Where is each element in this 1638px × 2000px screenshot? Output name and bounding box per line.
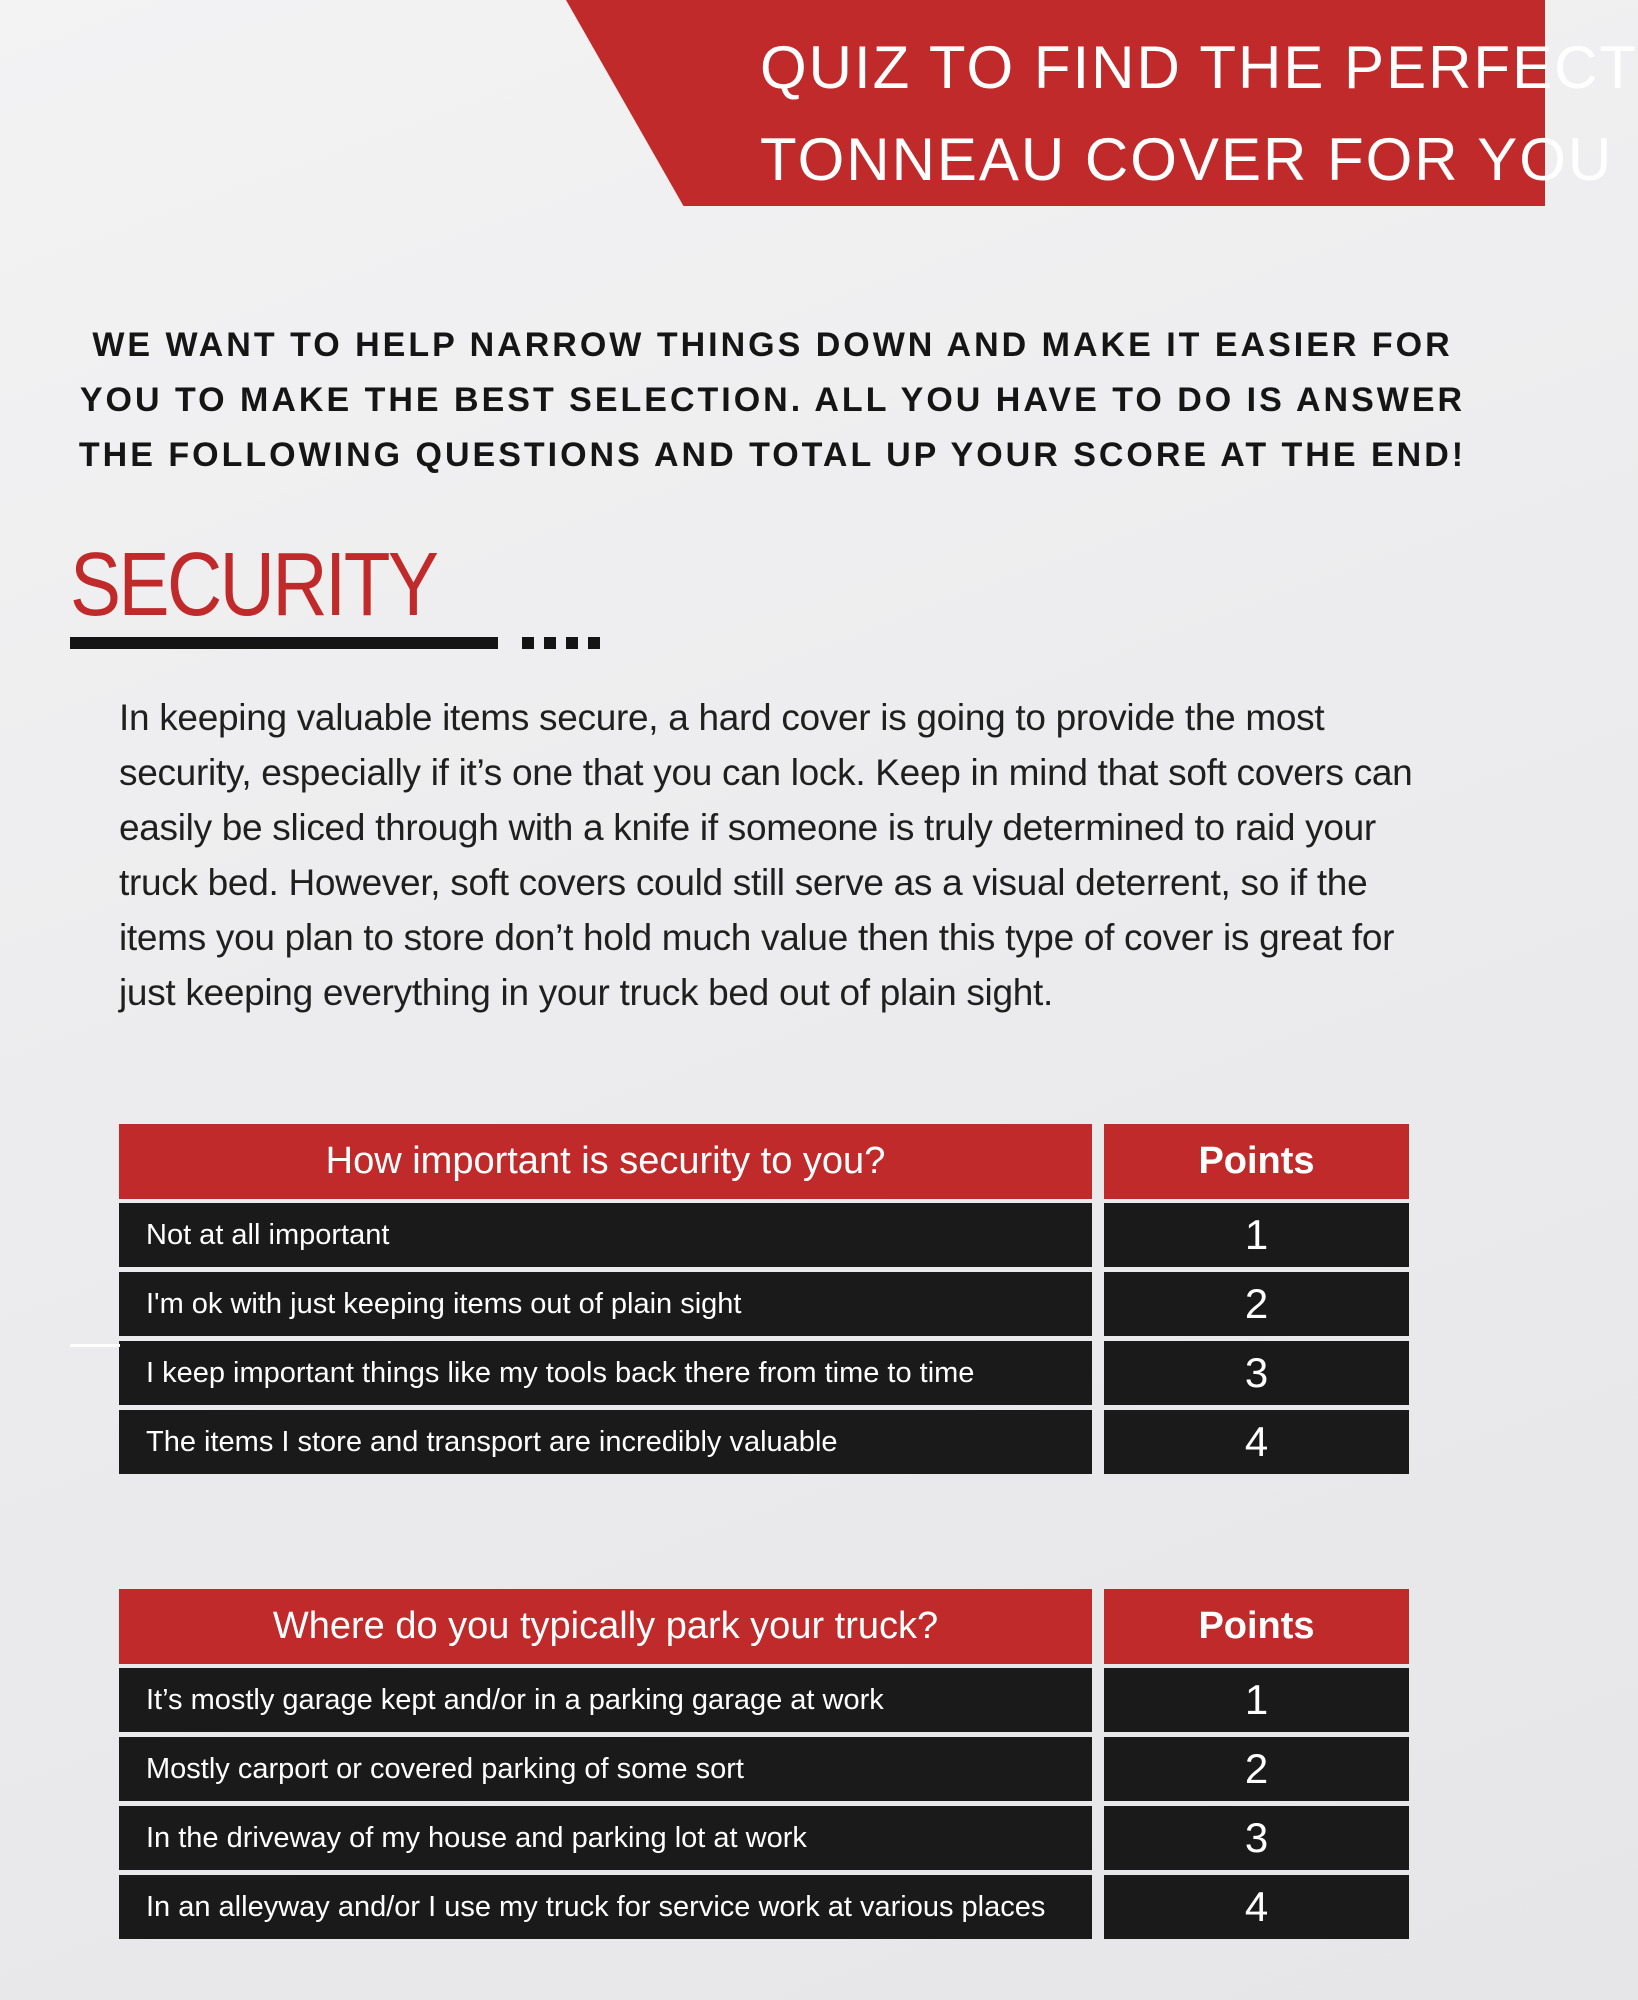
answer-row[interactable]	[119, 1203, 1409, 1267]
answer-label[interactable]: In the driveway of my house and parking lot at work	[119, 1806, 1092, 1870]
section-title: SECURITY	[70, 535, 437, 635]
answer-row[interactable]	[119, 1272, 1409, 1336]
answer-label[interactable]: I keep important things like my tools back there from time to time	[119, 1341, 1092, 1405]
answer-row[interactable]	[119, 1737, 1409, 1801]
answer-row[interactable]	[119, 1668, 1409, 1732]
page-title-line-1: QUIZ TO FIND THE PERFECT	[760, 34, 1638, 101]
page-title	[760, 22, 1638, 206]
answer-label[interactable]: I'm ok with just keeping items out of plain sight	[119, 1272, 1092, 1336]
dot	[566, 637, 578, 649]
points-header: Points	[1104, 1589, 1409, 1664]
section-underline	[70, 637, 498, 649]
quiz-question: Where do you typically park your truck?	[119, 1589, 1092, 1664]
answer-points: 4	[1104, 1875, 1409, 1939]
answer-row[interactable]	[119, 1410, 1409, 1474]
answer-row[interactable]	[119, 1806, 1409, 1870]
dot	[588, 637, 600, 649]
quiz-question: How important is security to you?	[119, 1124, 1092, 1199]
dot	[544, 637, 556, 649]
answer-label[interactable]: The items I store and transport are incredibly valuable	[119, 1410, 1092, 1474]
answer-label[interactable]: Mostly carport or covered parking of some sort	[119, 1737, 1092, 1801]
points-header: Points	[1104, 1124, 1409, 1199]
answer-points: 3	[1104, 1806, 1409, 1870]
section-dots-decoration	[522, 637, 600, 649]
answer-label[interactable]: In an alleyway and/or I use my truck for service work at various places	[119, 1875, 1092, 1939]
quiz-security-table	[119, 1124, 1409, 1484]
answer-points: 1	[1104, 1203, 1409, 1267]
answer-row[interactable]	[119, 1875, 1409, 1939]
answer-row[interactable]	[119, 1341, 1409, 1405]
section-body: In keeping valuable items secure, a hard cover is going to provide the most security, especially if it’s one that you can lock. Keep in mind that soft covers can easily be sliced through with a knife if someone is truly determined to raid your truck bed. However, soft covers could still serve as a visual deterrent, so if the items you plan to store don’t hold much value then this type of cover is great for just keeping everything in your truck bed out of plain sight.	[119, 697, 1413, 1013]
dot	[522, 637, 534, 649]
quiz-parking-table	[119, 1589, 1409, 1949]
answer-label[interactable]: Not at all important	[119, 1203, 1092, 1267]
answer-points: 2	[1104, 1737, 1409, 1801]
answer-points: 1	[1104, 1668, 1409, 1732]
decorative-line	[70, 1344, 120, 1347]
intro-text: WE WANT TO HELP NARROW THINGS DOWN AND MAKE IT EASIER FOR YOU TO MAKE THE BEST SELECTION. ALL YOU HAVE TO DO IS ANSWER THE FOLLOWING QUESTIONS AND TOTAL UP YOUR SCORE AT THE END!	[78, 326, 1467, 474]
answer-points: 2	[1104, 1272, 1409, 1336]
answer-label[interactable]: It’s mostly garage kept and/or in a parking garage at work	[119, 1668, 1092, 1732]
answer-points: 4	[1104, 1410, 1409, 1474]
page-title-line-2: TONNEAU COVER FOR YOU	[760, 126, 1614, 193]
answer-points: 3	[1104, 1341, 1409, 1405]
